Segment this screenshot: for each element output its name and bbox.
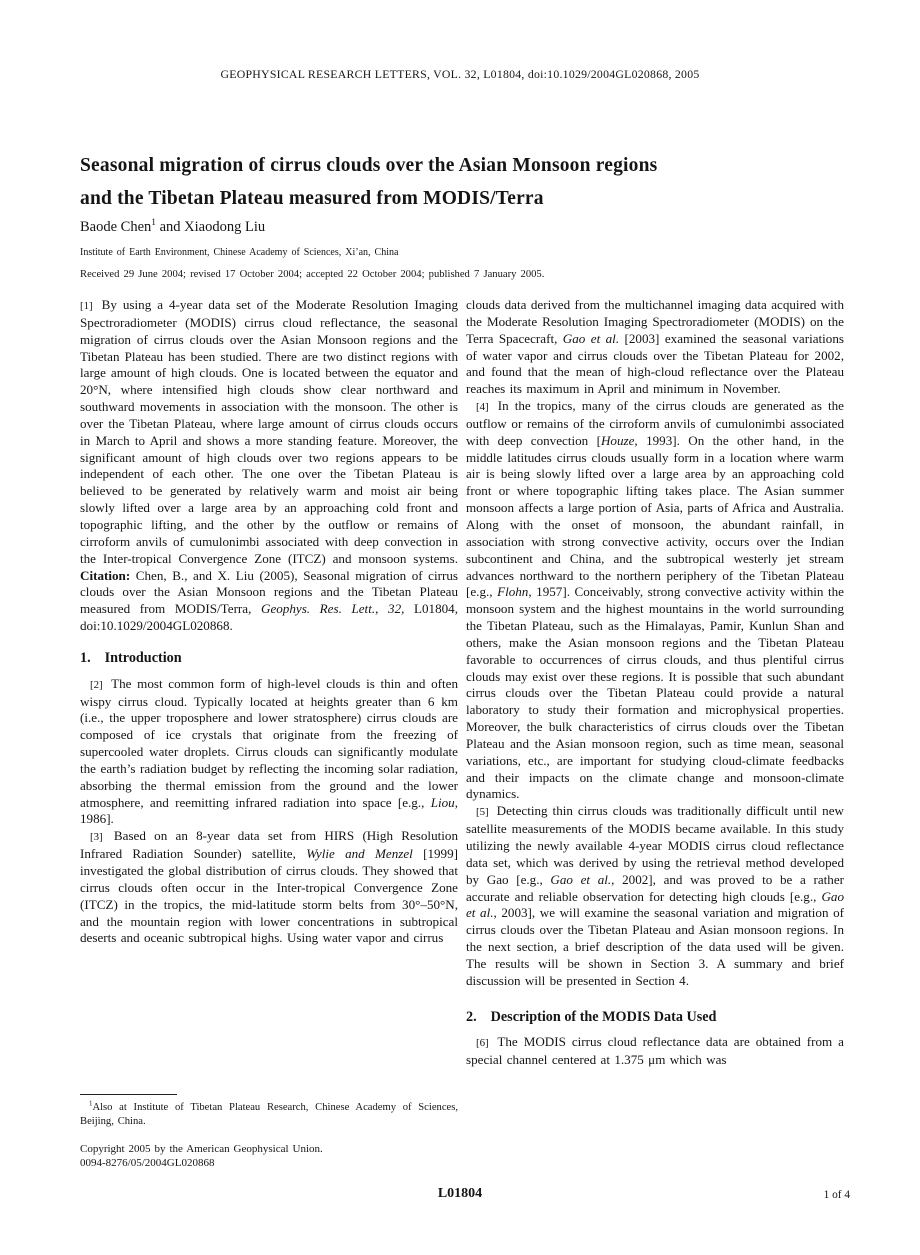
section-1-number: 1. xyxy=(80,649,91,666)
left-column xyxy=(80,297,458,947)
paragraph-5: [5] Detecting thin cirrus clouds was traditionally difficult until new satellite measurements of the MODIS became available. In this study utilizing the newly available 4-year MODIS cirrus cloud reflectance data set, which was derived by using the retrieval method developed by Gao [e.g., Gao et al., 2002], and was proved to be a rather accurate and reliable observation for detecting high clouds [e.g., Gao et al., 2003], we will examine the seasonal variation and migration of cirrus clouds over the Tibetan Plateau and Asian monsoon regions. In the next section, a brief description of the data used will be given. The results will be shown in Section 3. A summary and brief discussion will be presented in Section 4. xyxy=(466,803,845,988)
section-1-title: Introduction xyxy=(104,649,182,666)
paragraph-6: [6] The MODIS cirrus cloud reflectance data are obtained from a special channel centered at 1.375 μm which was xyxy=(466,1034,844,1068)
section-1-heading xyxy=(80,650,458,667)
issn-line: 0094-8276/05/2004GL020868 xyxy=(80,1156,215,1169)
footer-page-number: 1 of 4 xyxy=(823,1189,850,1201)
footnote-divider xyxy=(80,1094,177,1095)
footnote-block xyxy=(80,1094,458,1129)
footer-article-id: L01804 xyxy=(437,1186,483,1201)
journal-header: GEOPHYSICAL RESEARCH LETTERS, VOL. 32, L01804, doi:10.1029/2004GL020868, 2005 xyxy=(220,67,700,81)
paragraph-3: [3] Based on an 8-year data set from HIRS (High Resolution Infrared Radiation Sounder) satellite, Wylie and Menzel [1999] investigated the global distribution of cirrus clouds. They showed that cirrus clouds often occur in the Inter-tropical Convergence Zone (ITCZ) in the tropics, the mid-latitude storm belts from 30°–50°N, and the mountain region with lower concentrations in subtropical deserts and oceanic subtropical highs. Using water vapor and cirrus xyxy=(80,828,458,946)
section-2-number: 2. xyxy=(466,1008,477,1025)
right-column xyxy=(466,297,844,1069)
received-dates-line: Received 29 June 2004; revised 17 October 2004; accepted 22 October 2004; published 7 January 2005. xyxy=(80,269,545,280)
paragraph-2: [2] The most common form of high-level clouds is thin and often wispy cirrus cloud. Typically located at heights greater than 6 km (i.e., the upper troposphere and lower stratosphere) cirrus clouds are composed of ice crystals that originate from the freezing of supercooled water droplets. Cirrus clouds can significantly modulate the earth’s radiation budget by reflecting the incoming solar radiation, absorbing the thermal emission from the ground and the lower atmosphere, and reemitting infrared radiation into space [e.g., Liou, 1986]. xyxy=(80,675,458,827)
section-2-heading xyxy=(466,1009,844,1026)
paragraph-4: [4] In the tropics, many of the cirrus clouds are generated as the outflow or remains of the cirroform anvils of cumulonimbi associated with deep convection [Houze, 1993]. On the other hand, in the middle latitudes cirrus clouds usually form in a location where warm air is being slowly lifted over a large area by an approaching cold front or where topographic lifting takes place. The Asian summer monsoon affects a large portion of Asia, parts of Africa and Australia. Along with the onset of monsoon, the abundant rainfall, in association with strong convective activity, occurs over the Indian subcontinent and China, and the subtropical westerly jet stream advances northward to the northern periphery of the Tibetan Plateau [e.g., Flohn, 1957]. Conceivably, strong convective activity within the monsoon system and the highest mountains in the world surrounding the Tibetan Plateau, such as the Himalayas, Pamir, Kunlun Shan and others, make the Asian monsoon regions and the Tibetan Plateau favorable to occurrences of cirrus clouds, and thus plentiful cirrus clouds may exist over these regions. It is possible that such abundant cirrus clouds over the Tibetan Plateau could provide a natural laboratory to study their formation and microphysical properties. Moreover, the bulk characteristics of cirrus clouds over the Tibetan Plateau and the Asian monsoon region, such as time mean, seasonal variations, etc., are important for studying cloud-climate feedbacks and their impacts on the climate change and monsoon-climate dynamics. xyxy=(466,398,844,802)
title-line-1: Seasonal migration of cirrus clouds over the Asian Monsoon regions xyxy=(80,155,658,176)
copyright-block xyxy=(80,1143,458,1171)
affiliation-line: Institute of Earth Environment, Chinese Academy of Sciences, Xi’an, China xyxy=(80,247,399,258)
author-footnote: $^1$Also at Institute of Tibetan Plateau Research, Chinese Academy of Sciences, Beijing, China. xyxy=(80,1100,458,1128)
title-line-2: and the Tibetan Plateau measured from MODIS/Terra xyxy=(80,188,544,209)
article-title xyxy=(80,149,770,215)
paragraph-3-continuation: clouds data derived from the multichannel imaging data acquired with the Moderate Resolution Imaging Spectroradiometer (MODIS) on the Terra Spacecraft, Gao et al. [2003] examined the seasonal variations of water vapor and cirrus clouds over the Tibetan Plateau for 2002, and found that the mean of high-cloud reflectance over the Plateau reaches its maximum in April and minimum in November. xyxy=(466,297,844,397)
section-2-title: Description of the MODIS Data Used xyxy=(490,1008,717,1025)
abstract-paragraph: [1] By using a 4-year data set of the Moderate Resolution Imaging Spectroradiometer (MODIS) cirrus cloud reflectance, the seasonal migration of cirrus clouds over the Asian Monsoon regions and the Tibetan Plateau has been studied. There are two distinct regions with large amount of high clouds. One is located between the equator and 20°N, where intensified high clouds show clear northward and southward movements in association with the monsoon. The other is over the Tibetan Plateau, where large amount of cirrus clouds occurs in March to April and shows a more standing feature. Moreover, the significant amount of high clouds over two regions appears to be independent of each other. The one over the Tibetan Plateau is believed to be generated by relatively warm and moist air being slowly lifted over a large area by an approaching cold front and topographic lifting, and the other by the outflow or remains of cirroform anvils of cumulonimbi associated with deep convection in the Inter-tropical Convergence Zone (ITCZ) and monsoon systems. Citation: Chen, B., and X. Liu (2005), Seasonal migration of cirrus clouds over the Asian Monsoon regions and the Tibetan Plateau measured from MODIS/Terra, Geophys. Res. Lett., 32, L01804, doi:10.1029/2004GL020868. xyxy=(80,297,458,634)
authors-line: Baode Chen$^1$ and Xiaodong Liu xyxy=(80,218,266,235)
copyright-line: Copyright 2005 by the American Geophysical Union. xyxy=(80,1143,323,1155)
